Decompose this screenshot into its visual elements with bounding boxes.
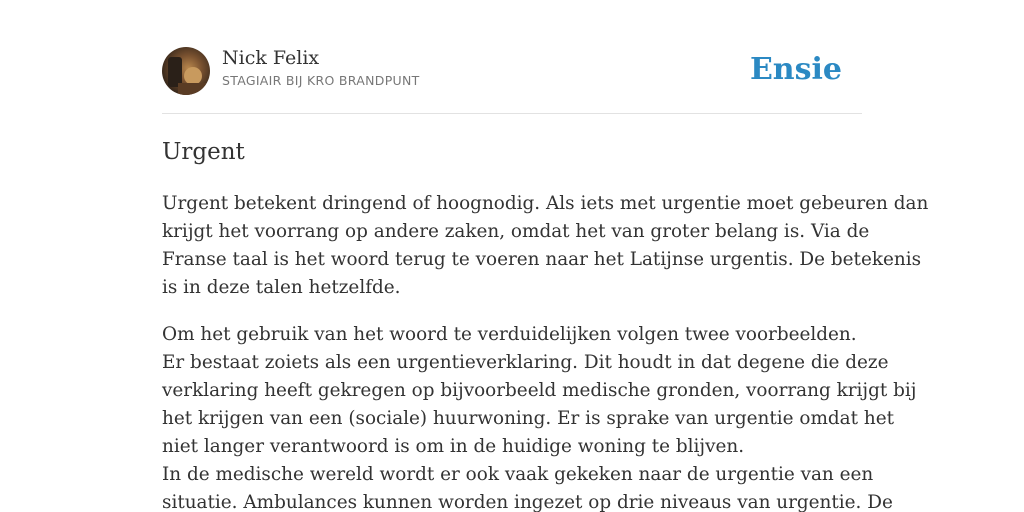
avatar-shape bbox=[178, 83, 206, 95]
author-info bbox=[222, 45, 420, 90]
article-paragraph bbox=[162, 321, 917, 512]
paragraph-line: verklaring heeft gekregen op bijvoorbeeld medische gronden, voorrang krijgt bij bbox=[162, 380, 917, 401]
paragraph-line: situatie. Ambulances kunnen worden ingezet op drie niveaus van urgentie. De bbox=[162, 492, 893, 512]
paragraph-line: Urgent betekent dringend of hoognodig. Als iets met urgentie moet gebeuren dan bbox=[162, 193, 929, 214]
author-name[interactable]: Nick Felix bbox=[222, 47, 320, 69]
paragraph-line: is in deze talen hetzelfde. bbox=[162, 277, 401, 298]
paragraph-line: het krijgen van een (sociale) huurwoning. Er is sprake van urgentie omdat het bbox=[162, 408, 894, 429]
article-title: Urgent bbox=[162, 139, 245, 165]
paragraph-line: Franse taal is het woord terug te voeren naar het Latijnse urgentis. De betekenis bbox=[162, 249, 922, 270]
ensie-logo[interactable]: Ensie bbox=[749, 52, 842, 87]
author-avatar[interactable] bbox=[162, 47, 210, 95]
content-container bbox=[162, 0, 929, 512]
paragraph-line: niet langer verantwoord is om in de huidige woning te blijven. bbox=[162, 436, 745, 457]
author-role: STAGIAIR BIJ KRO BRANDPUNT bbox=[222, 73, 420, 88]
article-header bbox=[162, 0, 862, 114]
paragraph-line: Er bestaat zoiets als een urgentieverklaring. Dit houdt in dat degene die deze bbox=[162, 352, 889, 373]
paragraph-line: In de medische wereld wordt er ook vaak gekeken naar de urgentie van een bbox=[162, 464, 874, 485]
article-paragraph bbox=[162, 190, 929, 302]
paragraph-line: krijgt het voorrang op andere zaken, omdat het van groter belang is. Via de bbox=[162, 221, 870, 242]
article-body bbox=[162, 190, 929, 512]
paragraph-line: Om het gebruik van het woord te verduidelijken volgen twee voorbeelden. bbox=[162, 324, 857, 345]
